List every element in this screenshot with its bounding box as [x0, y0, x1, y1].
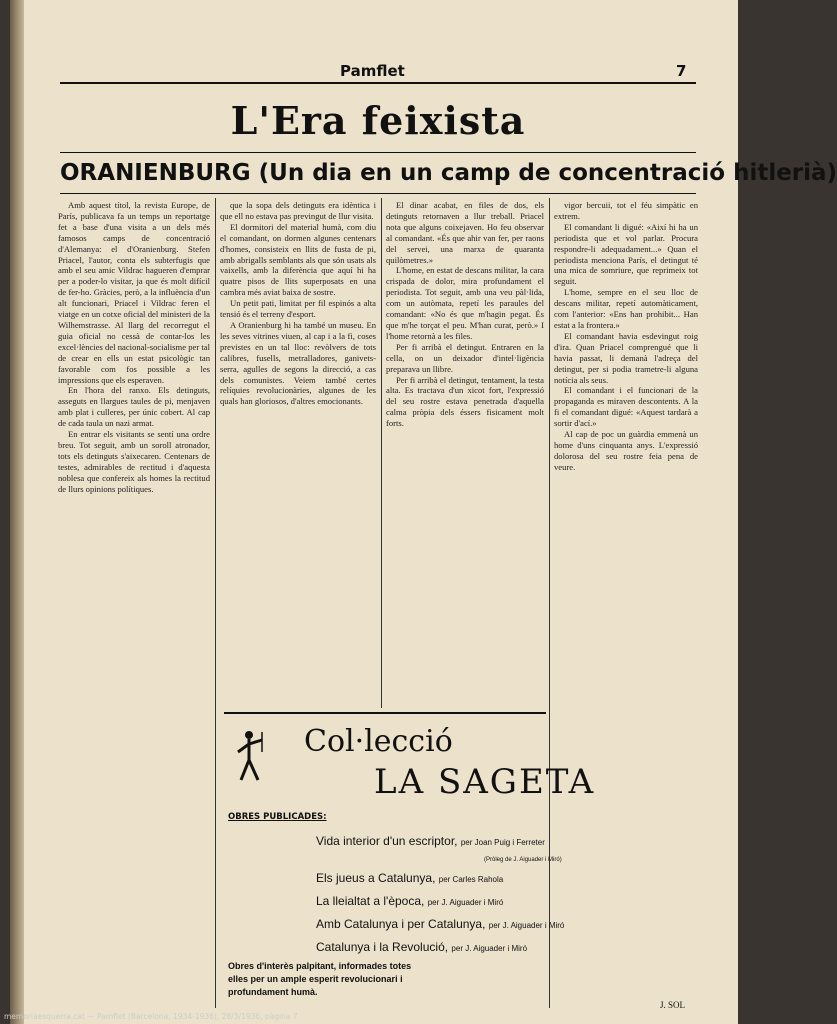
article-column-4: [554, 200, 698, 995]
author-signature: J. SOL: [660, 1000, 686, 1010]
paragraph: En l'hora del ranxo. Els detinguts, asseguts en llargues taules de pi, menjaven amb plat i culleres, per únic cobert. Al cap de cada taula un nazi armat.: [58, 385, 210, 429]
paragraph: Per fi arribà el detingut, tentament, la testa alta. Es tractava d'un xicot fort, l'expressió del seu rostre estava penetrada d'aquella calma pròpia dels éssers fisicament molt forts.: [386, 374, 544, 429]
page-binding: [10, 0, 24, 1024]
book-title: Amb Catalunya i per Catalunya,: [316, 917, 486, 931]
newspaper-page: [10, 0, 837, 1024]
page-number: 7: [676, 62, 687, 80]
column-divider: [381, 198, 382, 708]
ad-book-item: [316, 940, 527, 954]
advertisement-box: [224, 712, 596, 1014]
paragraph: En entrar els visitants se sentí una ordre breu. Tot seguit, amb un soroll atronador, tots els detinguts s'aixecaren. Centenars de testes, admirables de rectitud i d'aquesta noblesa que confereix als homes la rectitud de llurs opinions polítiques.: [58, 429, 210, 494]
book-author: per J. Aiguader i Miró: [427, 898, 504, 907]
column-divider: [549, 198, 550, 1008]
paragraph: Amb aquest títol, la revista Europe, de París, publicava fa un temps un reportatge fet a base d'una visita a un dels més famosos camps de concentració d'Alemanya: el d'Oranienburg. Stefen Priacel, l'autor, conta els subterfugis que amb el seu amic Vildrac hagueren d'emprar per a poder-lo visitar, ja que és molt difícil de fer-ho. Gràcies, però, a la influència d'un alt funcionari, Priacel i Vildrac feren el viatge en un cotxe oficial del ministeri de la Wilhemstrasse. Al llarg del recorregut el guia oficial no cessà de contar-los les excel·lències del nacional-socialisme per tal de crear en ells un estat psicològic tan favorable com fos possible a les impressions que els esperaven.: [58, 200, 210, 385]
ad-book-note: (Pròleg de J. Aiguader i Miró): [484, 857, 562, 863]
paragraph: L'home, sempre en el seu lloc de descans militar, repetí automàticament, com l'anterior: «Ens han prohibit... Han estat a la frontera.»: [554, 287, 698, 330]
paragraph: que la sopa dels detinguts era idèntica i que ell no estava pas previngut de llur visita.: [220, 200, 376, 221]
paragraph: L'home, en estat de descans militar, la cara crispada de dolor, mira profundament el periodista. Tot seguit, amb una veu pàl·lida, com un autòmata, repetí les paraules del comandant: «No és que m'hagin pegat. És que m'he torçat el peu. M'han curat, però.» I l'home retornà a les files.: [386, 265, 544, 341]
ad-book-item: [316, 917, 564, 931]
column-divider: [215, 198, 216, 1008]
ad-footer-text: Obres d'interès palpitant, informades totes elles per un ample esperit revolucionari i profundament humà.: [228, 961, 412, 997]
header-rule: [60, 82, 696, 84]
ad-book-item: [316, 894, 503, 908]
paragraph: Per fi arribà el detingut. Entraren en la cella, on un deixador d'intel·ligència preparava un llibre.: [386, 341, 544, 374]
headline-rule: [60, 193, 696, 194]
paragraph: vigor bercuii, tot el féu simpàtic en extrem.: [554, 200, 698, 221]
book-author: per Carles Rahola: [438, 875, 504, 884]
book-title: La lleialtat a l'època,: [316, 894, 425, 908]
paragraph: A Oranienburg hi ha també un museu. En les seves vitrines viuen, al cap i a la fi, coses previstes en un tal lloc: revòlvers de tots calibres, fusells, metralladores, ganivets-serra, agulles de segons la direcció, a cas dels comunistes. Veiem també certes relíquies revolucionàries, algunes de les quals han gloriosos, d'altres emocionants.: [220, 319, 376, 407]
book-title: Els jueus a Catalunya,: [316, 871, 436, 885]
ad-subtitle: OBRES PUBLICADES:: [228, 812, 327, 822]
book-title: Vida interior d'un escriptor,: [316, 834, 458, 848]
paragraph: Al cap de poc un guàrdia emmenà un home d'uns cinquanta anys. L'expressió dolorosa del seu rostre feia pena de veure.: [554, 429, 698, 472]
paragraph: El dinar acabat, en files de dos, els detinguts retornaven a llur treball. Priacel nota que alguns coixejaven. Ho feu observar al comandant. «És que ahir van fer, per raons del servei, una marxa de quaranta quilòmetres.»: [386, 200, 544, 265]
book-title: Catalunya i la Revolució,: [316, 940, 449, 954]
archive-credit: memoriaesquerra.cat — Pamflet (Barcelona, 1934-1936), 28/3/1936, pàgina 7: [4, 1012, 298, 1021]
article-column-3: [386, 200, 544, 705]
ad-book-item: [316, 871, 503, 885]
book-author: per Joan Puig i Ferreter: [460, 838, 545, 847]
paragraph: El comandant havia esdevingut roig d'ira. Quan Priacel comprengué que li havia passat, li demanà l'adreça del detingut, per si podia trametre-li alguna notícia als seus.: [554, 330, 698, 385]
article-column-2: [220, 200, 376, 705]
book-author: per J. Aiguader i Miró: [451, 944, 528, 953]
ad-collection-name: LA SAGETA: [374, 762, 596, 802]
headline: ORANIENBURG (Un dia en un camp de concentració hitlerià): [60, 160, 837, 186]
paragraph: El comandant li digué: «Així hi ha un periodista que et vol parlar. Procura respondre-li adequadament...» Quan el periodista menciona París, el detingut té una mica de somriure, que reprimeix tot seguit.: [554, 221, 698, 287]
paragraph: El comandant i el funcionari de la propaganda es miraven descontents. A la fi el comandant digué: «Aquest tardarà a sortir d'ací.»: [554, 385, 698, 429]
archer-figure-icon: [232, 728, 266, 784]
book-author: per J. Aiguader i Miró: [488, 921, 565, 930]
title-rule: [60, 152, 696, 153]
paragraph: Un petit pati, limitat per fil espinós a alta tensió és el terreny d'esport.: [220, 298, 376, 320]
article-column-1: [58, 200, 210, 1000]
paragraph: El dormitori del material humà, com diu el comandant, on dormen algunes centenars d'homes, consisteix en llits de fusta de pi, amb abrigalls semblants als que són usats als vaixells, amb la diferència que aquí hi ha quatre pisos de llits superposats en una cambra més aviat baixa de sostre.: [220, 221, 376, 298]
header-title: Pamflet: [340, 62, 405, 80]
ad-book-item: [316, 834, 545, 848]
section-title: L'Era feixista: [230, 98, 526, 143]
ad-collection-label: Col·lecció: [304, 724, 453, 759]
